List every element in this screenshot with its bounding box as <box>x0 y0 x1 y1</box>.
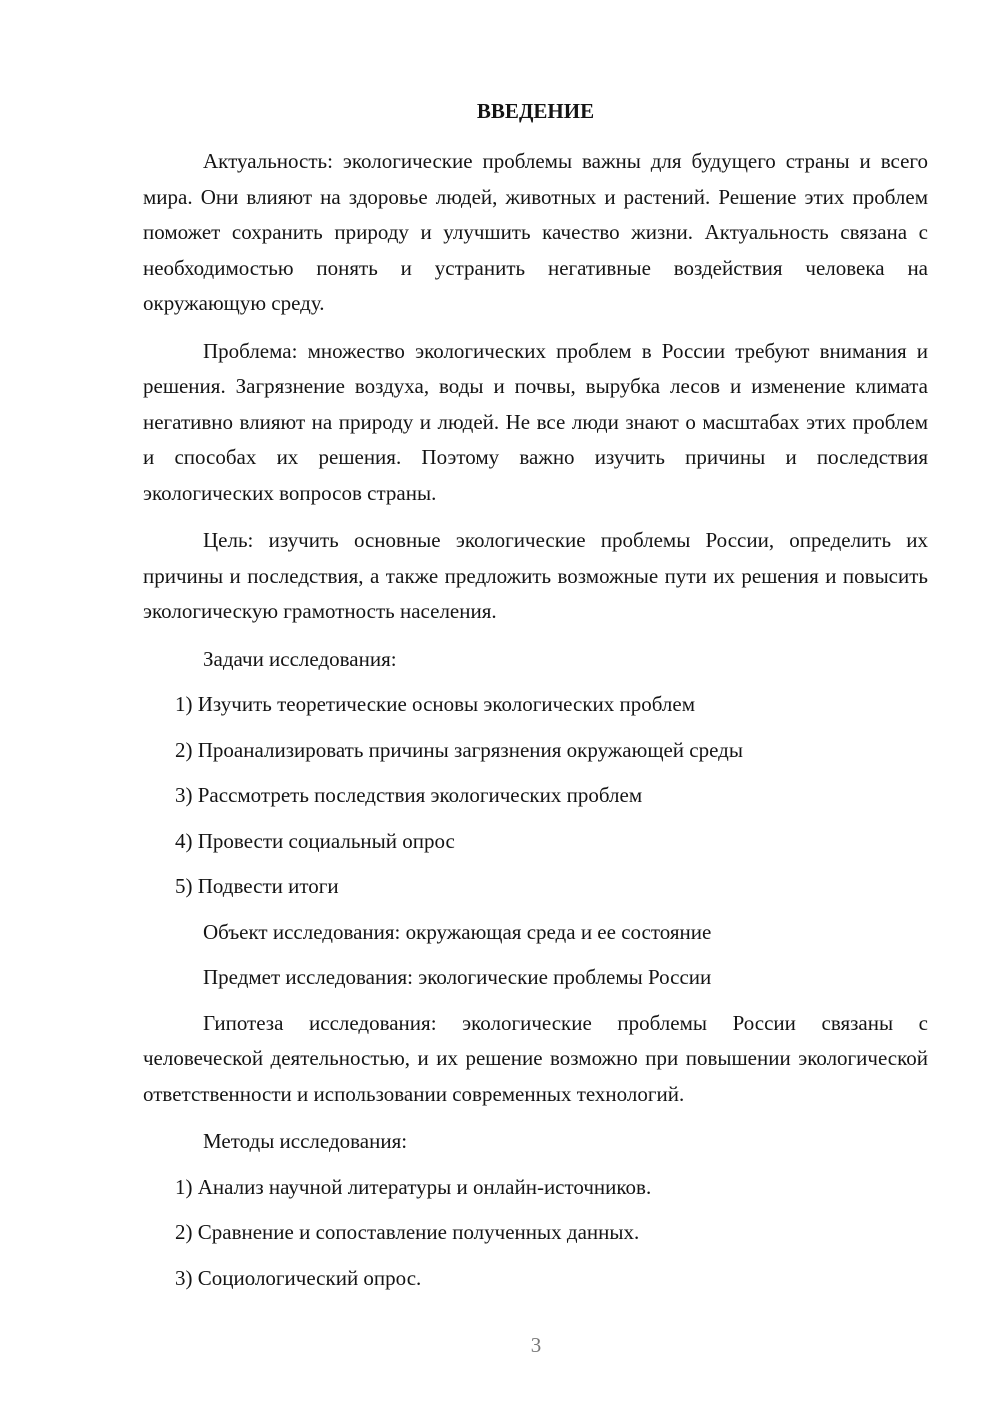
page-number: 3 <box>530 1333 542 1357</box>
section-heading: ВВЕДЕНИЕ <box>476 99 595 123</box>
goal-paragraph: Цель: изучить основные экологические проблемы России, определить их причины и последствия, а также предложить возможные пути их решения и повысить экологическую грамотность населения. <box>143 528 928 623</box>
object-paragraph: Объект исследования: окружающая среда и ее состояние <box>203 919 712 944</box>
page-content <box>143 96 928 1306</box>
list-item: 3) Рассмотреть последствия экологических проблем <box>175 783 643 807</box>
problem-paragraph: Проблема: множество экологических проблем в России требуют внимания и решения. Загрязнение воздуха, воды и почвы, вырубка лесов и изменение климата негативно влияют на природу и людей. Не все люди знают о масштабах этих проблем и способах их решения. Поэтому важно изучить причины и последствия экологических вопросов страны. <box>143 338 928 505</box>
methods-list <box>143 1170 928 1297</box>
list-item: 4) Провести социальный опрос <box>175 828 455 853</box>
list-item: 1) Изучить теоретические основы экологических проблем <box>175 692 696 716</box>
relevance-paragraph: Актуальность: экологические проблемы важны для будущего страны и всего мира. Они влияют на здоровье людей, животных и растений. Решение этих проблем поможет сохранить природу и улучшить качество жизни. Актуальность связана с необходимостью понять и устранить негативные воздействия человека на окружающую среду. <box>143 149 928 315</box>
tasks-list <box>143 687 928 905</box>
list-item: 3) Социологический опрос. <box>175 1265 422 1290</box>
list-item: 2) Сравнение и сопоставление полученных данных. <box>175 1220 640 1244</box>
methods-title: Методы исследования: <box>203 1129 408 1153</box>
tasks-title: Задачи исследования: <box>203 646 397 671</box>
list-item: 5) Подвести итоги <box>175 874 339 898</box>
subject-paragraph: Предмет исследования: экологические проблемы России <box>203 965 712 989</box>
list-item: 2) Проанализировать причины загрязнения окружающей среды <box>175 737 743 762</box>
list-item: 1) Анализ научной литературы и онлайн-источников. <box>175 1174 652 1199</box>
hypothesis-paragraph: Гипотеза исследования: экологические проблемы России связаны с человеческой деятельностью, и их решение возможно при повышении экологической ответственности и использовании современных технологий. <box>143 1010 928 1106</box>
